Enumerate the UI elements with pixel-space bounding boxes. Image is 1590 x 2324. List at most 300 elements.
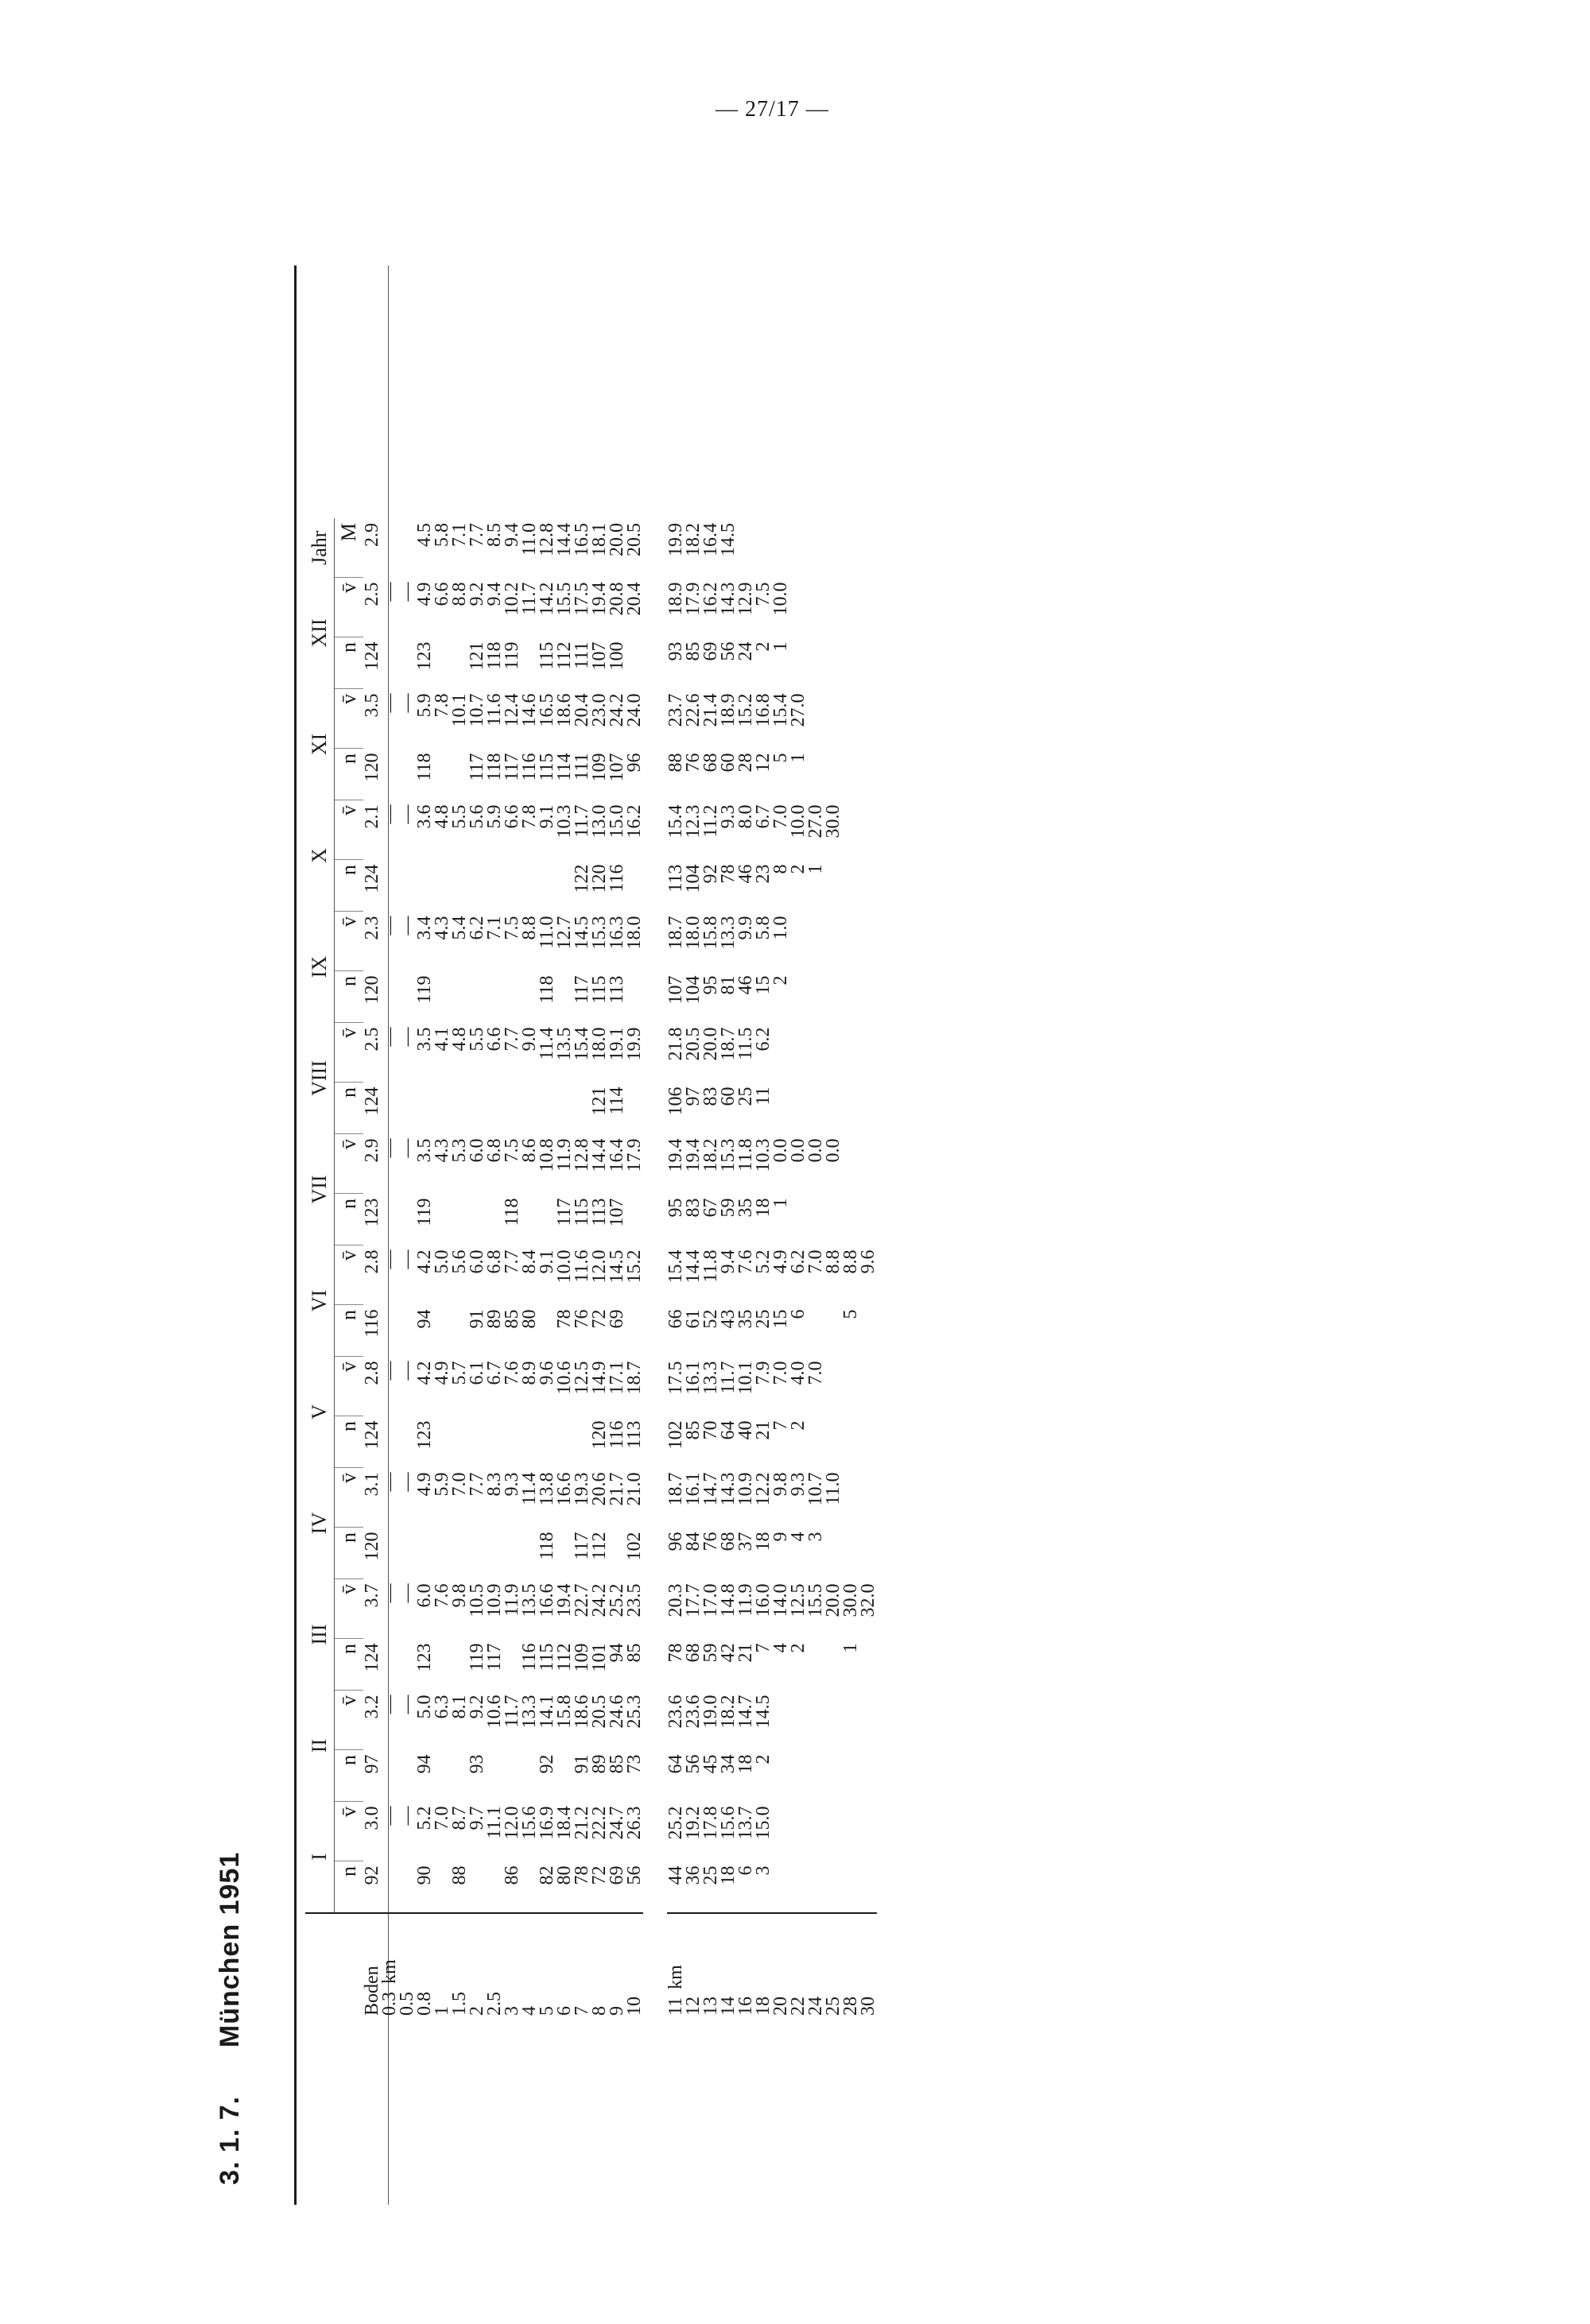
n-cell: [451, 749, 468, 800]
n-cell: 121: [589, 1086, 610, 1116]
n-cell: 35: [735, 1198, 756, 1218]
height-value: 6: [554, 2006, 575, 2016]
v-cell: 3.2: [362, 1695, 382, 1719]
v-cell: 24.2: [607, 693, 627, 727]
n-cell: [824, 1639, 842, 1691]
n-cell: 85: [502, 1309, 522, 1329]
n-cell: 100: [607, 641, 627, 671]
n-cell: 78: [718, 864, 739, 884]
height-value: 9: [607, 2006, 627, 2016]
n-cell: [451, 1305, 468, 1357]
height-label: [626, 1913, 643, 2020]
v-cell: 4.9: [432, 1361, 452, 1385]
n-cell: 5: [770, 753, 791, 763]
n-cell: [842, 1750, 859, 1802]
year-mean-cell: [842, 518, 859, 578]
n-cell: [451, 1639, 468, 1691]
height-label: [719, 1913, 737, 2020]
v-cell: 7.8: [432, 693, 452, 718]
height-value: 24: [805, 1997, 826, 2016]
table-row: [684, 518, 702, 2020]
year-mean-cell: [859, 518, 877, 578]
subheader-row: [335, 518, 364, 2020]
height-label: [556, 1913, 573, 2020]
v-cell: 8.8: [519, 916, 540, 940]
n-cell: 56: [624, 1865, 645, 1885]
height-value: 14: [718, 1997, 739, 2016]
v-cell: 12.8: [572, 1138, 592, 1172]
n-cell: [451, 1750, 468, 1802]
v-cell: 17.8: [700, 1806, 721, 1840]
n-cell: 81: [718, 975, 739, 995]
n-cell: 21: [735, 1643, 756, 1663]
v-cell: —: [397, 693, 417, 713]
v-cell: 0.0: [805, 1138, 826, 1163]
table-body: [363, 518, 877, 2020]
v-cell: 2.9: [362, 1138, 382, 1163]
height-label: [824, 1913, 842, 2020]
n-cell: 2: [770, 975, 791, 986]
v-cell: 16.5: [537, 693, 557, 727]
v-cell: 21.7: [607, 1472, 627, 1506]
n-cell: [381, 1639, 398, 1691]
n-cell: 94: [414, 1309, 435, 1329]
v-cell: 10.1: [735, 1361, 756, 1395]
v-cell: 20.0: [700, 1027, 721, 1061]
v-cell: —: [379, 1472, 400, 1492]
v-cell: 4.1: [432, 1027, 452, 1052]
v-cell: 2.1: [362, 804, 382, 829]
height-value: 0.3: [379, 1992, 400, 2016]
n-cell: 64: [665, 1754, 686, 1774]
year-mean-cell: [398, 518, 416, 578]
v-cell: 8.8: [840, 1249, 861, 1274]
v-cell: 17.5: [572, 582, 592, 616]
v-cell: 15.5: [554, 582, 575, 616]
n-cell: [859, 1861, 877, 1914]
n-cell: [556, 1528, 573, 1579]
n-cell: 91: [467, 1309, 487, 1329]
v-cell: 11.9: [735, 1583, 756, 1617]
v-cell: [859, 1357, 877, 1416]
n-cell: [824, 749, 842, 800]
v-column-header: v̄: [335, 1134, 364, 1194]
v-cell: 9.1: [537, 1249, 557, 1274]
v-column-header: v̄: [335, 1579, 364, 1639]
v-cell: 24.6: [607, 1695, 627, 1729]
n-cell: [381, 749, 398, 800]
n-cell: 11: [753, 1086, 774, 1106]
table-row: [451, 518, 468, 2020]
n-cell: 1: [770, 641, 791, 652]
n-cell: 92: [700, 864, 721, 884]
v-cell: 4.9: [414, 582, 435, 606]
v-cell: 7.0: [770, 1361, 791, 1385]
table-row: [468, 518, 486, 2020]
n-cell: 6: [735, 1865, 756, 1876]
v-cell: 18.7: [624, 1361, 645, 1395]
v-cell: 20.8: [607, 582, 627, 616]
n-cell: [807, 1305, 824, 1357]
n-cell: [521, 860, 538, 912]
n-cell: [521, 1416, 538, 1468]
v-cell: 14.5: [753, 1695, 774, 1729]
n-cell: 86: [502, 1865, 522, 1885]
table-row: [702, 518, 719, 2020]
v-cell: 6.7: [484, 1361, 505, 1385]
n-cell: 88: [449, 1865, 470, 1885]
v-cell: 14.9: [589, 1361, 610, 1395]
height-value: 11: [665, 1997, 686, 2016]
n-cell: [503, 1083, 521, 1134]
v-cell: 5.4: [449, 916, 470, 940]
v-cell: 5.5: [467, 1027, 487, 1052]
v-cell: 9.8: [770, 1472, 791, 1497]
n-cell: [398, 1639, 416, 1691]
n-cell: 115: [572, 1198, 592, 1226]
n-cell: [859, 971, 877, 1023]
table-row: [859, 518, 877, 2020]
n-cell: 83: [683, 1198, 704, 1218]
v-cell: 6.0: [467, 1138, 487, 1163]
v-cell: 9.6: [537, 1361, 557, 1385]
height-value: 22: [788, 1997, 809, 2016]
n-cell: 102: [665, 1420, 686, 1450]
n-cell: 118: [537, 975, 557, 1004]
n-column-header: n: [335, 1750, 364, 1802]
v-cell: [824, 1802, 842, 1861]
n-cell: [824, 1416, 842, 1468]
n-cell: [451, 1528, 468, 1579]
n-cell: 66: [665, 1309, 686, 1329]
v-cell: [807, 1691, 824, 1750]
n-cell: 116: [362, 1309, 382, 1338]
n-cell: [451, 1416, 468, 1468]
n-cell: [842, 1194, 859, 1245]
v-cell: 14.4: [589, 1138, 610, 1172]
n-cell: [824, 637, 842, 689]
table-top-rule: [294, 265, 297, 2205]
n-cell: [608, 1528, 626, 1579]
height-label: [416, 1913, 433, 2020]
n-cell: [556, 1750, 573, 1802]
v-cell: [807, 578, 824, 637]
month-header: II: [305, 1691, 335, 1802]
v-cell: 14.3: [718, 582, 739, 616]
v-cell: —: [397, 804, 417, 824]
v-cell: 7.1: [484, 916, 505, 940]
height-label: [433, 1913, 451, 2020]
year-mean-cell: 20.5: [624, 523, 645, 556]
v-cell: 10.0: [788, 804, 809, 839]
v-cell: 14.5: [572, 916, 592, 950]
v-cell: —: [379, 916, 400, 935]
table-row: [573, 518, 591, 2020]
n-cell: [859, 1528, 877, 1579]
v-cell: [859, 689, 877, 749]
height-value: 10: [624, 1997, 645, 2016]
n-cell: [503, 971, 521, 1023]
v-cell: 0.0: [770, 1138, 791, 1163]
v-cell: 6.6: [484, 1027, 505, 1052]
n-cell: 123: [414, 1420, 435, 1450]
n-cell: 95: [665, 1198, 686, 1218]
n-cell: [556, 860, 573, 912]
v-cell: 14.5: [607, 1249, 627, 1284]
v-cell: 3.4: [414, 916, 435, 940]
v-cell: 14.3: [718, 1472, 739, 1506]
n-cell: [468, 1083, 486, 1134]
v-cell: —: [397, 1027, 417, 1047]
n-cell: 23: [753, 864, 774, 884]
n-cell: 18: [718, 1865, 739, 1885]
v-cell: 7.8: [519, 804, 540, 829]
n-cell: 120: [362, 753, 382, 782]
v-cell: [824, 912, 842, 971]
v-cell: 10.1: [449, 693, 470, 727]
n-cell: [381, 637, 398, 689]
year-mean-cell: [807, 518, 824, 578]
v-cell: 15.3: [589, 916, 610, 950]
n-cell: 43: [718, 1309, 739, 1329]
v-cell: 3.5: [414, 1027, 435, 1052]
v-cell: 19.1: [607, 1027, 627, 1061]
year-mean-cell: [381, 518, 398, 578]
n-cell: [468, 860, 486, 912]
v-cell: 18.0: [683, 916, 704, 950]
n-cell: 114: [607, 1086, 627, 1115]
v-cell: 11.6: [572, 1249, 592, 1283]
v-column-header: v̄: [335, 689, 364, 749]
n-cell: 97: [362, 1754, 382, 1774]
n-cell: 60: [718, 1086, 739, 1106]
n-cell: [486, 1194, 503, 1245]
v-cell: 11.6: [484, 693, 505, 726]
v-cell: [807, 1023, 824, 1083]
v-cell: 8.1: [449, 1695, 470, 1719]
v-cell: [859, 1134, 877, 1194]
v-cell: —: [379, 582, 400, 602]
n-cell: [503, 1750, 521, 1802]
year-mean-cell: [772, 518, 789, 578]
n-cell: [468, 1416, 486, 1468]
n-cell: 117: [572, 1532, 592, 1560]
n-cell: [433, 1083, 451, 1134]
height-label: [684, 1913, 702, 2020]
v-cell: 16.2: [624, 804, 645, 839]
n-cell: 114: [554, 753, 575, 781]
n-cell: [626, 1194, 643, 1245]
v-cell: 16.6: [554, 1472, 575, 1506]
n-cell: 24: [735, 641, 756, 661]
v-cell: 8.9: [519, 1361, 540, 1385]
v-cell: 0.0: [823, 1138, 843, 1163]
year-mean-cell: 5.8: [432, 523, 452, 547]
n-cell: 117: [467, 753, 487, 781]
n-cell: [789, 1750, 807, 1802]
v-cell: 5.9: [414, 693, 435, 718]
n-cell: [842, 637, 859, 689]
n-cell: 104: [683, 864, 704, 893]
n-cell: 72: [589, 1309, 610, 1329]
month-header: XI: [305, 689, 335, 800]
n-cell: 28: [735, 753, 756, 773]
n-cell: 101: [589, 1643, 610, 1672]
v-cell: 27.0: [805, 804, 826, 839]
n-cell: 25: [735, 1086, 756, 1106]
n-cell: [381, 971, 398, 1023]
n-cell: [772, 1750, 789, 1802]
v-cell: 9.9: [735, 916, 756, 940]
n-cell: [807, 1750, 824, 1802]
v-cell: 2.5: [362, 1027, 382, 1052]
n-cell: 113: [589, 1198, 610, 1226]
v-cell: [824, 1691, 842, 1750]
v-cell: 17.0: [700, 1583, 721, 1617]
v-cell: 20.5: [589, 1695, 610, 1729]
v-cell: [824, 1357, 842, 1416]
height-label: [591, 1913, 608, 2020]
v-cell: 21.2: [572, 1806, 592, 1840]
month-header: X: [305, 800, 335, 912]
n-cell: [398, 1305, 416, 1357]
v-cell: 24.0: [624, 693, 645, 727]
year-mean-cell: 7.1: [449, 523, 470, 547]
v-cell: 5.8: [753, 916, 774, 940]
v-cell: —: [379, 1249, 400, 1269]
v-cell: 12.2: [753, 1472, 774, 1506]
n-cell: [521, 1083, 538, 1134]
n-cell: 96: [665, 1532, 686, 1551]
v-cell: 12.5: [788, 1583, 809, 1617]
n-cell: [486, 1083, 503, 1134]
n-cell: [824, 1083, 842, 1134]
n-cell: 5: [840, 1309, 861, 1319]
v-cell: 11.7: [519, 582, 540, 615]
table-row: [754, 518, 772, 2020]
v-cell: [842, 578, 859, 637]
v-cell: [842, 1802, 859, 1861]
v-cell: 7.0: [449, 1472, 470, 1497]
v-cell: [807, 1802, 824, 1861]
v-cell: 6.0: [467, 1249, 487, 1274]
v-cell: 8.0: [735, 804, 756, 829]
v-cell: 14.1: [537, 1695, 557, 1729]
year-mean-cell: 9.4: [502, 523, 522, 547]
v-cell: 11.5: [735, 1027, 756, 1060]
year-mean-cell: 8.5: [484, 523, 505, 547]
year-mean-cell: 11.0: [519, 523, 540, 556]
v-cell: 23.5: [624, 1583, 645, 1617]
height-value: 7: [572, 2006, 592, 2016]
n-cell: 123: [414, 641, 435, 671]
v-cell: 11.0: [823, 1472, 843, 1505]
n-cell: 2: [753, 1754, 774, 1764]
v-cell: [859, 1023, 877, 1083]
v-cell: [772, 1023, 789, 1083]
n-cell: 107: [607, 753, 627, 782]
n-cell: [433, 1750, 451, 1802]
table-row: [538, 518, 556, 2020]
n-cell: [538, 860, 556, 912]
v-cell: 14.2: [537, 582, 557, 616]
v-cell: 4.0: [788, 1361, 809, 1385]
n-cell: 117: [554, 1198, 575, 1226]
table-row: [486, 518, 503, 2020]
n-cell: 117: [484, 1643, 505, 1671]
v-cell: 5.2: [414, 1806, 435, 1830]
n-cell: [824, 1194, 842, 1245]
v-cell: 18.0: [624, 916, 645, 950]
n-cell: [433, 1639, 451, 1691]
v-cell: 5.6: [467, 804, 487, 829]
n-cell: [789, 1861, 807, 1914]
height-value: 4: [519, 2006, 540, 2016]
v-cell: 9.8: [449, 1583, 470, 1608]
height-label: [538, 1913, 556, 2020]
v-cell: 18.6: [554, 693, 575, 727]
v-cell: 14.7: [735, 1695, 756, 1729]
n-cell: [789, 971, 807, 1023]
v-cell: 12.9: [735, 582, 756, 616]
v-cell: 30.0: [823, 804, 843, 839]
year-mean-cell: 16.5: [572, 523, 592, 556]
v-cell: 15.4: [665, 1249, 686, 1284]
year-mean-cell: [824, 518, 842, 578]
v-cell: 18.2: [700, 1138, 721, 1172]
n-cell: 118: [537, 1532, 557, 1560]
v-cell: [859, 1691, 877, 1750]
n-cell: 60: [718, 753, 739, 773]
n-cell: 2: [788, 1643, 809, 1653]
n-cell: 124: [362, 641, 382, 671]
table-row: [591, 518, 608, 2020]
height-label: [859, 1913, 877, 2020]
v-cell: 10.3: [753, 1138, 774, 1172]
table-row: [556, 518, 573, 2020]
year-header: Jahr: [305, 518, 335, 578]
v-cell: 8.8: [823, 1249, 843, 1274]
v-cell: 11.7: [502, 1695, 522, 1728]
n-cell: 3: [753, 1865, 774, 1876]
v-cell: 7.0: [805, 1249, 826, 1274]
v-cell: [789, 1023, 807, 1083]
v-cell: 11.4: [519, 1472, 540, 1505]
v-cell: [842, 1468, 859, 1528]
v-cell: —: [397, 916, 417, 935]
n-cell: [556, 1416, 573, 1468]
v-cell: 24.7: [607, 1806, 627, 1840]
n-cell: [416, 1083, 433, 1134]
v-cell: 2.8: [362, 1249, 382, 1274]
v-cell: 10.2: [502, 582, 522, 616]
n-cell: 113: [665, 864, 686, 893]
v-cell: 10.5: [467, 1583, 487, 1617]
height-label: [451, 1913, 468, 2020]
v-cell: 25.3: [624, 1695, 645, 1729]
v-cell: 4.3: [432, 1138, 452, 1163]
v-cell: 9.4: [484, 582, 505, 606]
v-cell: 6.1: [467, 1361, 487, 1385]
v-cell: 5.0: [432, 1249, 452, 1274]
height-value: Boden: [362, 1966, 382, 2016]
n-column-header: n: [335, 1528, 364, 1579]
n-cell: 89: [589, 1754, 610, 1774]
v-cell: 20.6: [589, 1472, 610, 1506]
v-cell: 15.0: [753, 1806, 774, 1840]
row-header-cell: [305, 1913, 335, 2020]
v-cell: [842, 1691, 859, 1750]
